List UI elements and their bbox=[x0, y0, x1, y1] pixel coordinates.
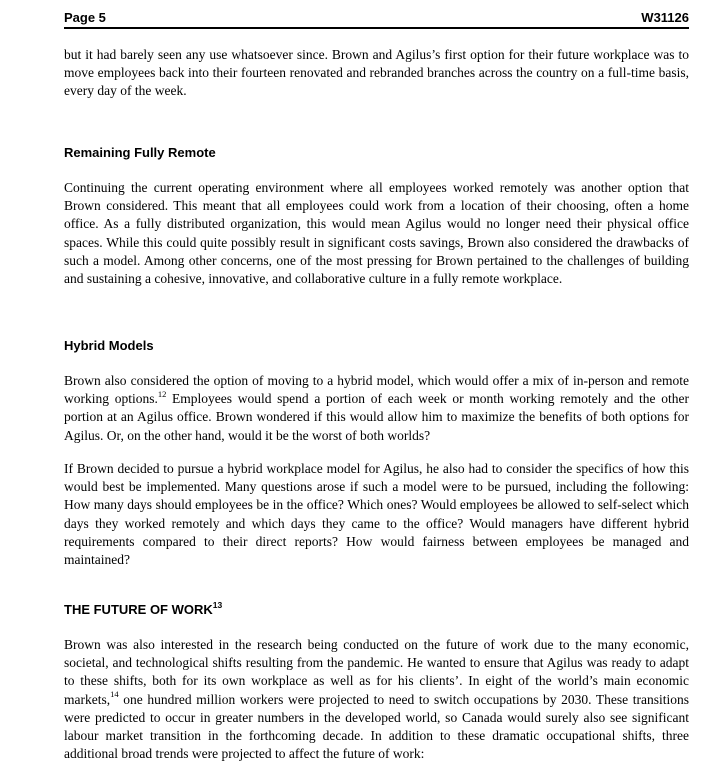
page-header bbox=[64, 10, 689, 28]
paragraph-hybrid-text-end: Employees would spend a portion of each week or month working remotely and the other portion at an Agilus office. Brown wondered if this would allow him to maximize the benefits of both options for Agilus. Or, on the other hand, would it be the worst of both worlds? bbox=[64, 391, 689, 443]
heading-hybrid-models: Hybrid Models bbox=[64, 338, 154, 353]
header-rule bbox=[64, 27, 689, 29]
page-number: Page 5 bbox=[64, 10, 106, 25]
footnote-ref-12[interactable]: 12 bbox=[157, 388, 167, 399]
paragraph-future-text-end: one hundred million workers were projected to need to switch occupations by 2030. These transitions were predicted to occur in greater numbers in the developed world, so Canada would surely also see significant labour market transition in the forthcoming decade. In addition to these dramatic occupational shifts, three additional broad trends were projected to affect the future of work: bbox=[64, 691, 689, 762]
paragraph-intro: but it had barely seen any use whatsoever since. Brown and Agilus’s first option for their future workplace was to move employees back into their fourteen renovated and rebranded branches across the country on a full-time basis, every day of the week. bbox=[64, 47, 689, 99]
paragraph-fully-remote: Continuing the current operating environment where all employees worked remotely was another option that Brown considered. This meant that all employees could work from a location of their choosing, often a home office. As a fully distributed organization, this would mean Agilus would no longer need their physical office spaces. While this could quite possibly result in significant costs savings, Brown also considered the drawbacks of such a model. Among other concerns, one of the most pressing for Brown pertained to the challenges of building and sustaining a cohesive, innovative, and collaborative culture in a fully remote workplace. bbox=[64, 180, 689, 287]
document-code: W31126 bbox=[641, 10, 689, 25]
paragraph-hybrid-text-start: Brown also considered the option of moving to a hybrid model, which would offer a mix of in-person and remote working options. bbox=[64, 373, 689, 407]
heading-future-of-work bbox=[64, 601, 222, 619]
paragraph-future-text-start: Brown was also interested in the research being conducted on the future of work due to the many economic, societal, and technological shifts resulting from the pandemic. He wanted to ensure that Agilus was ready to adapt to these shifts, both for its own workplace as well as for his clients’. In eight of the world’s main economic markets, bbox=[64, 637, 689, 707]
heading-future-of-work-text: THE FUTURE OF WORK bbox=[64, 602, 213, 617]
heading-remaining-fully-remote: Remaining Fully Remote bbox=[64, 145, 216, 160]
paragraph-hybrid-questions: If Brown decided to pursue a hybrid workplace model for Agilus, he also had to consider the specifics of how this would best be implemented. Many questions arose if such a model were to be pursued, including the following: How many days should employees be in the office? Which ones? Would employees be allowed to self-select which days they worked remotely and which days they came to the office? Would managers have different hybrid requirements compared to their direct reports? How would fairness between employees be managed and maintained? bbox=[64, 461, 689, 568]
footnote-ref-14[interactable]: 14 bbox=[110, 689, 119, 700]
paragraph-future-of-work bbox=[64, 636, 689, 763]
footnote-ref-13[interactable]: 13 bbox=[212, 599, 223, 610]
paragraph-hybrid-option bbox=[64, 372, 689, 445]
